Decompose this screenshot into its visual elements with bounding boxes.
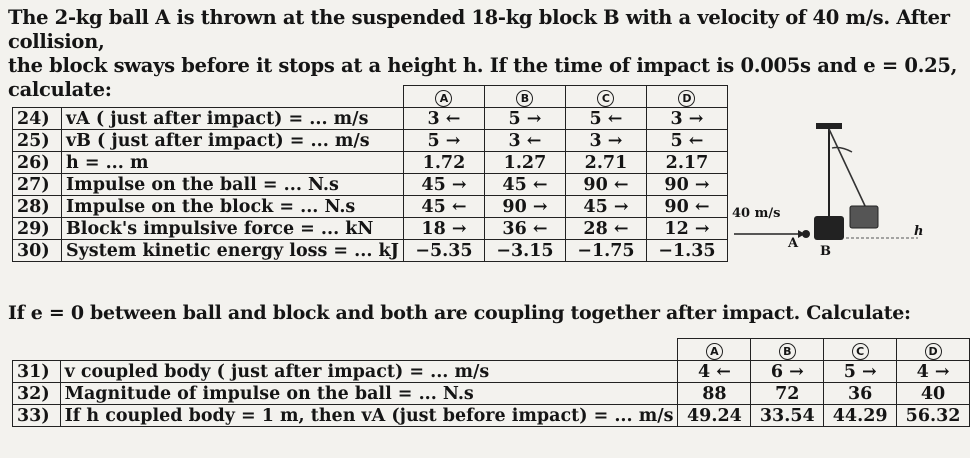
answer-option-b[interactable]: 6 →: [751, 361, 824, 383]
height-label: h: [914, 224, 924, 239]
answer-option-a[interactable]: 45 →: [403, 174, 484, 196]
answer-option-c[interactable]: 44.29: [824, 405, 897, 427]
option-b-header: B: [516, 90, 533, 107]
answer-option-b[interactable]: −3.15: [484, 240, 565, 262]
answer-option-a[interactable]: 45 ←: [403, 196, 484, 218]
answer-option-d[interactable]: 5 ←: [646, 130, 727, 152]
question-number: 28): [13, 196, 62, 218]
question-number: 29): [13, 218, 62, 240]
question-row: [13, 196, 728, 218]
answer-option-c[interactable]: 3 →: [565, 130, 646, 152]
question-text: If h coupled body = 1 m, then vA (just before impact) = ... m/s: [60, 405, 678, 427]
answer-option-c[interactable]: 5 →: [824, 361, 897, 383]
option-b-header: B: [779, 343, 796, 360]
answer-option-a[interactable]: 1.72: [403, 152, 484, 174]
answer-option-b[interactable]: 3 ←: [484, 130, 565, 152]
question-number: 27): [13, 174, 62, 196]
question-number: 33): [13, 405, 61, 427]
answer-option-b[interactable]: 45 ←: [484, 174, 565, 196]
answer-option-d[interactable]: 56.32: [897, 405, 970, 427]
answer-option-c[interactable]: 45 →: [565, 196, 646, 218]
question-number: 30): [13, 240, 62, 262]
option-a-header: A: [435, 90, 452, 107]
option-header-row: [13, 86, 728, 108]
answer-option-d[interactable]: 4 →: [897, 361, 970, 383]
block-b-swung: [850, 206, 878, 228]
question-number: 26): [13, 152, 62, 174]
problem-line-2: the block sways before it stops at a height h. If the time of impact is 0.005s and e = 0.25, calculate:: [8, 54, 958, 101]
question-number: 32): [13, 383, 61, 405]
answer-option-a[interactable]: 49.24: [678, 405, 751, 427]
ball-label: A: [788, 236, 799, 251]
problem-line-1: The 2-kg ball A is thrown at the suspended 18-kg block B with a velocity of 40 m/s. After collision,: [8, 6, 950, 53]
question-row: [13, 240, 728, 262]
answer-option-d[interactable]: 2.17: [646, 152, 727, 174]
answer-option-b[interactable]: 33.54: [751, 405, 824, 427]
answer-option-d[interactable]: 40: [897, 383, 970, 405]
ceiling-support: [816, 123, 842, 129]
answer-option-d[interactable]: 90 ←: [646, 196, 727, 218]
coupling-instruction: If e = 0 between ball and block and both are coupling together after impact. Calculate:: [8, 302, 911, 324]
answer-option-d[interactable]: 90 →: [646, 174, 727, 196]
answer-option-b[interactable]: 36 ←: [484, 218, 565, 240]
answer-option-b[interactable]: 90 →: [484, 196, 565, 218]
answer-option-c[interactable]: 28 ←: [565, 218, 646, 240]
question-row: [13, 383, 970, 405]
question-row: [13, 152, 728, 174]
option-d-header: D: [925, 343, 942, 360]
question-row: [13, 130, 728, 152]
answer-option-a[interactable]: −5.35: [403, 240, 484, 262]
question-text: System kinetic energy loss = ... kJ: [62, 240, 404, 262]
answer-option-a[interactable]: 3 ←: [403, 108, 484, 130]
question-row: [13, 174, 728, 196]
answer-option-d[interactable]: 12 →: [646, 218, 727, 240]
pendulum-figure: [728, 118, 928, 268]
velocity-label: 40 m/s: [732, 206, 781, 221]
question-number: 24): [13, 108, 62, 130]
answer-option-c[interactable]: 5 ←: [565, 108, 646, 130]
option-c-header: C: [852, 343, 869, 360]
option-c-header: C: [597, 90, 614, 107]
question-text: Block's impulsive force = ... kN: [62, 218, 404, 240]
answer-option-b[interactable]: 1.27: [484, 152, 565, 174]
block-b: [814, 216, 844, 240]
answer-option-a[interactable]: 5 →: [403, 130, 484, 152]
question-row: [13, 361, 970, 383]
question-row: [13, 108, 728, 130]
question-text: Impulse on the ball = ... N.s: [62, 174, 404, 196]
answer-option-c[interactable]: −1.75: [565, 240, 646, 262]
question-text: vB ( just after impact) = ... m/s: [62, 130, 404, 152]
question-text: vA ( just after impact) = ... m/s: [62, 108, 404, 130]
answer-option-c[interactable]: 90 ←: [565, 174, 646, 196]
answer-option-d[interactable]: −1.35: [646, 240, 727, 262]
question-number: 31): [13, 361, 61, 383]
swung-rod: [829, 129, 866, 208]
question-row: [13, 218, 728, 240]
questions-table-1: [12, 85, 728, 262]
answer-option-b[interactable]: 5 →: [484, 108, 565, 130]
answer-option-a[interactable]: 18 →: [403, 218, 484, 240]
question-number: 25): [13, 130, 62, 152]
answer-option-a[interactable]: 88: [678, 383, 751, 405]
swing-arc: [832, 148, 852, 153]
answer-option-c[interactable]: 2.71: [565, 152, 646, 174]
question-text: v coupled body ( just after impact) = ... m/s: [60, 361, 678, 383]
answer-option-a[interactable]: 4 ←: [678, 361, 751, 383]
answer-option-d[interactable]: 3 →: [646, 108, 727, 130]
answer-option-c[interactable]: 36: [824, 383, 897, 405]
questions-table-2: [12, 338, 970, 427]
option-d-header: D: [678, 90, 695, 107]
question-text: h = ... m: [62, 152, 404, 174]
option-a-header: A: [706, 343, 723, 360]
option-header-row-2: [13, 339, 970, 361]
question-text: Impulse on the block = ... N.s: [62, 196, 404, 218]
answer-option-b[interactable]: 72: [751, 383, 824, 405]
question-text: Magnitude of impulse on the ball = ... N.s: [60, 383, 678, 405]
question-row: [13, 405, 970, 427]
block-label: B: [820, 244, 831, 259]
